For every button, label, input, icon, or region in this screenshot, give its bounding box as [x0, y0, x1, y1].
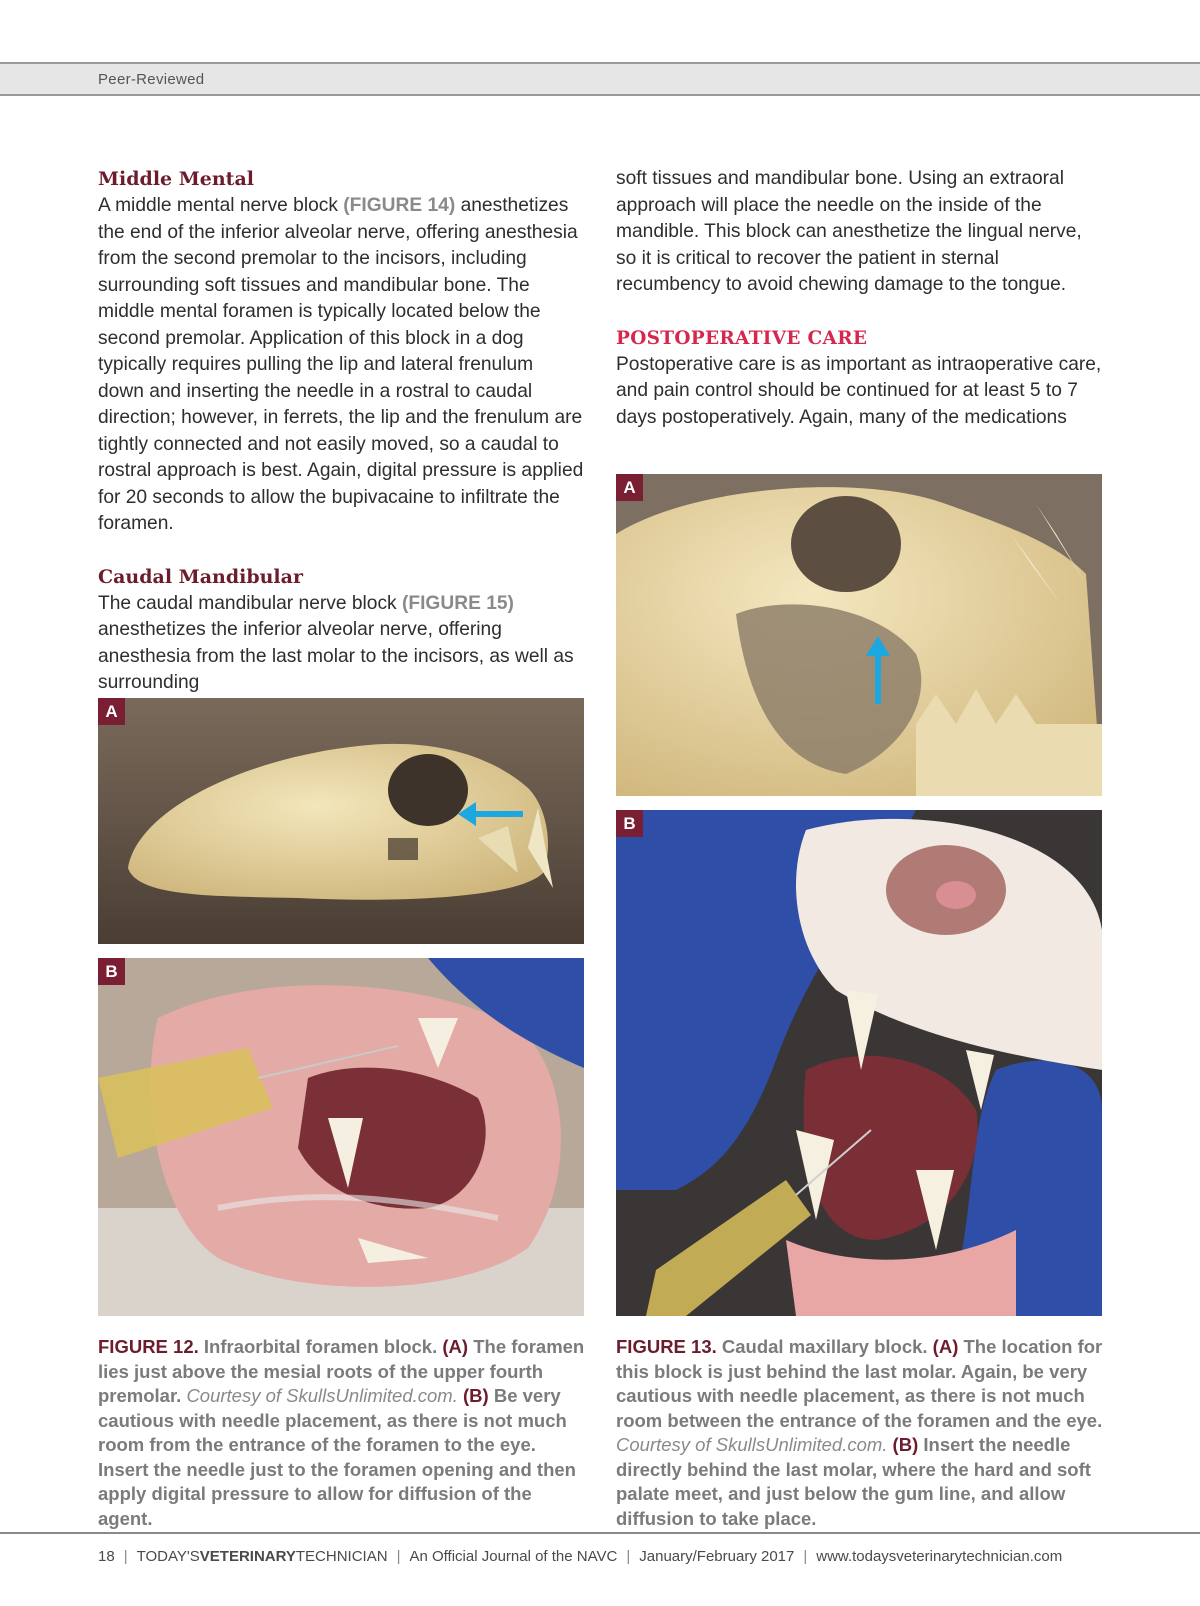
ferret-mouth-illustration: [98, 958, 584, 1316]
header-band: [0, 62, 1200, 96]
paragraph-text: anesthetizes the end of the inferior alveolar nerve, offering anesthesia from the second premolar to the incisors, including surrounding soft tissues and mandibular bone. The middle mental foramen is typically located below the second premolar. Application of this block in a dog typically requires pulling the lip and lateral frenulum down and inserting the needle in a rostral to caudal direction; however, in ferrets, the lip and the frenulum are tightly connected and not easily moved, so a caudal to rostral approach is best. Again, digital pressure is applied for 20 seconds to allow the bupivacaine to infiltrate the foramen.: [98, 195, 584, 534]
caption-text: The location for this block is just behind the last molar. Again, be very cautious with needle placement, as there is not much room between the entrance of the foramen and the eye.: [616, 1336, 1103, 1431]
panel-ref-b: (B): [887, 1434, 919, 1455]
paragraph-text: The caudal mandibular nerve block: [98, 592, 402, 614]
middle-mental-paragraph: [98, 193, 584, 538]
magazine-bold: VETERINARY: [199, 1548, 296, 1565]
panel-ref-b: (B): [457, 1385, 489, 1406]
middle-mental-heading: Middle Mental: [98, 168, 254, 190]
right-column: [616, 166, 1106, 431]
caudal-mandibular-paragraph: [98, 591, 584, 697]
footer-separator: |: [626, 1548, 631, 1565]
figure-13-caption: [616, 1335, 1106, 1531]
section-label: Peer-Reviewed: [98, 71, 205, 88]
footer-rule: [0, 1532, 1200, 1534]
skull-side-illustration: [98, 698, 584, 944]
ferret-glove-illustration: [616, 810, 1102, 1316]
page-number: 18: [98, 1548, 115, 1565]
panel-ref-a: (A): [932, 1336, 959, 1357]
figure-13b-photo: [616, 810, 1102, 1316]
figure-12-caption: [98, 1335, 588, 1531]
footer-separator: |: [123, 1548, 128, 1565]
caudal-mandibular-heading: Caudal Mandibular: [98, 565, 303, 588]
footer-separator: |: [803, 1548, 808, 1565]
page-footer: [98, 1548, 1062, 1565]
image-credit: Courtesy of SkullsUnlimited.com.: [616, 1434, 888, 1455]
postoperative-paragraph: Postoperative care is as important as intraoperative care, and pain control should be continued for at least 5 to 7 days postoperatively. Again, many of the medications: [616, 353, 1102, 428]
figure-12a-photo: [98, 698, 584, 944]
magazine-suffix: TECHNICIAN: [295, 1548, 388, 1565]
figure-15-link[interactable]: (FIGURE 15): [401, 592, 514, 614]
panel-label-b: B: [616, 810, 643, 837]
panel-label-a: A: [616, 474, 643, 501]
magazine-title: [137, 1548, 388, 1565]
figure-12b-photo: [98, 958, 584, 1316]
figure-label: FIGURE 12.: [98, 1336, 199, 1357]
caption-text: Be very cautious with needle placement, as there is not much room from the entrance of the foramen to the eye. Insert the needle just to the foramen opening and then apply digital pressure to allow for diffusion of the agent.: [98, 1385, 576, 1529]
paragraph-text: anesthetizes the inferior alveolar nerve, offering anesthesia from the last molar to the incisors, as well as surrounding: [98, 619, 574, 693]
panel-ref-a: (A): [442, 1336, 469, 1357]
footer-separator: |: [396, 1548, 401, 1565]
issue-date: January/February 2017: [639, 1548, 795, 1565]
skull-closeup-illustration: [616, 474, 1102, 796]
magazine-prefix: TODAY'S: [136, 1548, 200, 1565]
caption-text: Insert the needle directly behind the last molar, where the hard and soft palate meet, and just below the gum line, and allow diffusion to take place.: [616, 1434, 1091, 1529]
journal-tagline: An Official Journal of the NAVC: [409, 1548, 618, 1565]
website-link[interactable]: www.todaysveterinarytechnician.com: [816, 1548, 1063, 1565]
panel-label-b: B: [98, 958, 125, 985]
caption-text: The foramen lies just above the mesial roots of the upper fourth premolar.: [98, 1336, 585, 1406]
postoperative-care-heading: POSTOPERATIVE CARE: [616, 327, 868, 349]
continuation-paragraph: soft tissues and mandibular bone. Using an extraoral approach will place the needle on the inside of the mandible. This block can anesthetize the lingual nerve, so it is critical to recover the patient in sternal recumbency to avoid chewing damage to the tongue.: [616, 168, 1082, 295]
image-credit: Courtesy of SkullsUnlimited.com.: [186, 1385, 458, 1406]
figure-13a-photo: [616, 474, 1102, 796]
figure-14-link[interactable]: (FIGURE 14): [343, 195, 456, 216]
caption-title: Caudal maxillary block.: [716, 1336, 933, 1357]
caption-title: Infraorbital foramen block.: [198, 1336, 443, 1357]
paragraph-text: A middle mental nerve block: [98, 195, 344, 216]
left-column: [98, 166, 584, 697]
panel-label-a: A: [98, 698, 125, 725]
figure-label: FIGURE 13.: [616, 1336, 717, 1357]
